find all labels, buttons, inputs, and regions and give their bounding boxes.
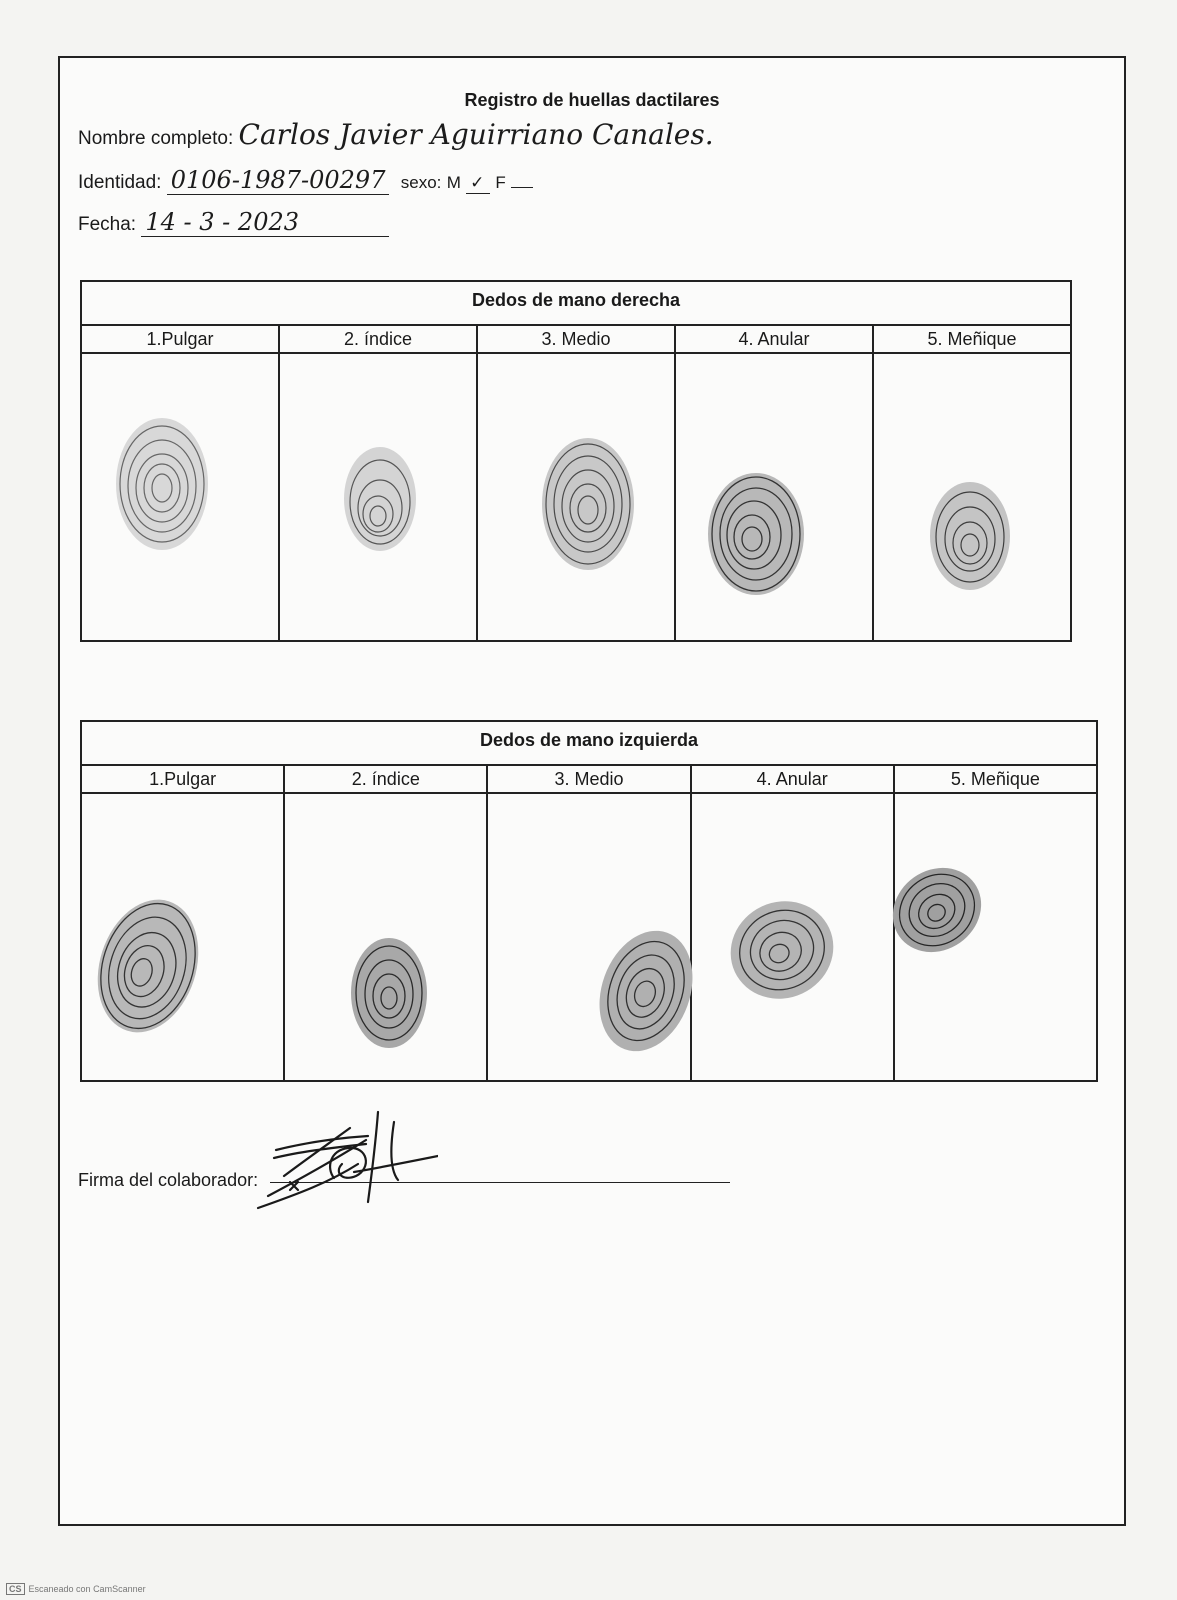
left-hand-prints-row (82, 794, 1096, 1080)
left-hand-caption: Dedos de mano izquierda (82, 722, 1096, 766)
fingerprint-icon (112, 414, 212, 554)
signature-label: Firma del colaborador: (78, 1170, 259, 1190)
fingerprint-icon (347, 934, 431, 1052)
fingerprint-icon (704, 469, 808, 599)
left-little-print-cell (895, 794, 1096, 1080)
left-finger-header: 4. Anular (692, 766, 895, 792)
right-finger-header: 1.Pulgar (82, 326, 280, 352)
date-label: Fecha: (78, 214, 137, 235)
fingerprint-icon (926, 479, 1014, 594)
right-index-print-cell (280, 354, 478, 640)
identity-value: 0106-1987-00297 (167, 166, 390, 195)
sex-m-option: M (446, 173, 461, 192)
identity-label: Identidad: (78, 172, 162, 193)
signature-scribble-icon (238, 1098, 438, 1228)
right-finger-header: 5. Meñique (927, 329, 1017, 349)
left-ring-print-cell (692, 794, 895, 1080)
name-value: Carlos Javier Aguirriano Canales. (238, 118, 714, 151)
name-field (78, 118, 714, 151)
fingerprint-icon (340, 444, 420, 554)
left-thumb-print-cell (82, 794, 285, 1080)
right-middle-print-cell (478, 354, 676, 640)
left-hand-table (80, 720, 1098, 1082)
scanner-text: Escaneado con CamScanner (28, 1584, 146, 1594)
right-hand-table (80, 280, 1072, 642)
fingerprint-form (58, 56, 1126, 1526)
right-hand-prints-row (82, 354, 1070, 640)
left-middle-print-cell (488, 794, 691, 1080)
name-label: Nombre completo: (78, 128, 234, 149)
sex-label: sexo: (400, 173, 442, 192)
fingerprint-icon (538, 434, 638, 574)
left-finger-header: 2. índice (285, 766, 488, 792)
scanner-badge: CS (6, 1583, 25, 1595)
fingerprint-icon (887, 860, 987, 960)
left-index-print-cell (285, 794, 488, 1080)
sex-m-mark: ✓ (466, 173, 490, 194)
right-little-print-cell (874, 354, 1070, 640)
right-finger-header: 2. índice (280, 326, 478, 352)
right-hand-caption: Dedos de mano derecha (82, 282, 1070, 326)
document-title: Registro de huellas dactilares (464, 90, 720, 110)
left-finger-header: 5. Meñique (950, 769, 1040, 789)
right-thumb-print-cell (82, 354, 280, 640)
sex-f-option: F (495, 173, 506, 192)
scanner-watermark (6, 1584, 146, 1594)
fingerprint-icon (596, 924, 696, 1059)
left-finger-header: 3. Medio (488, 766, 691, 792)
date-field (78, 208, 389, 237)
right-ring-print-cell (676, 354, 874, 640)
left-finger-header: 1.Pulgar (82, 766, 285, 792)
date-value: 14 - 3 - 2023 (141, 208, 389, 237)
identity-field (78, 166, 533, 195)
fingerprint-icon (722, 894, 842, 1006)
sex-f-blank (511, 187, 533, 188)
right-hand-header-row (82, 326, 1070, 354)
right-finger-header: 3. Medio (478, 326, 676, 352)
fingerprint-icon (94, 894, 202, 1039)
left-hand-header-row (82, 766, 1096, 794)
right-finger-header: 4. Anular (676, 326, 874, 352)
